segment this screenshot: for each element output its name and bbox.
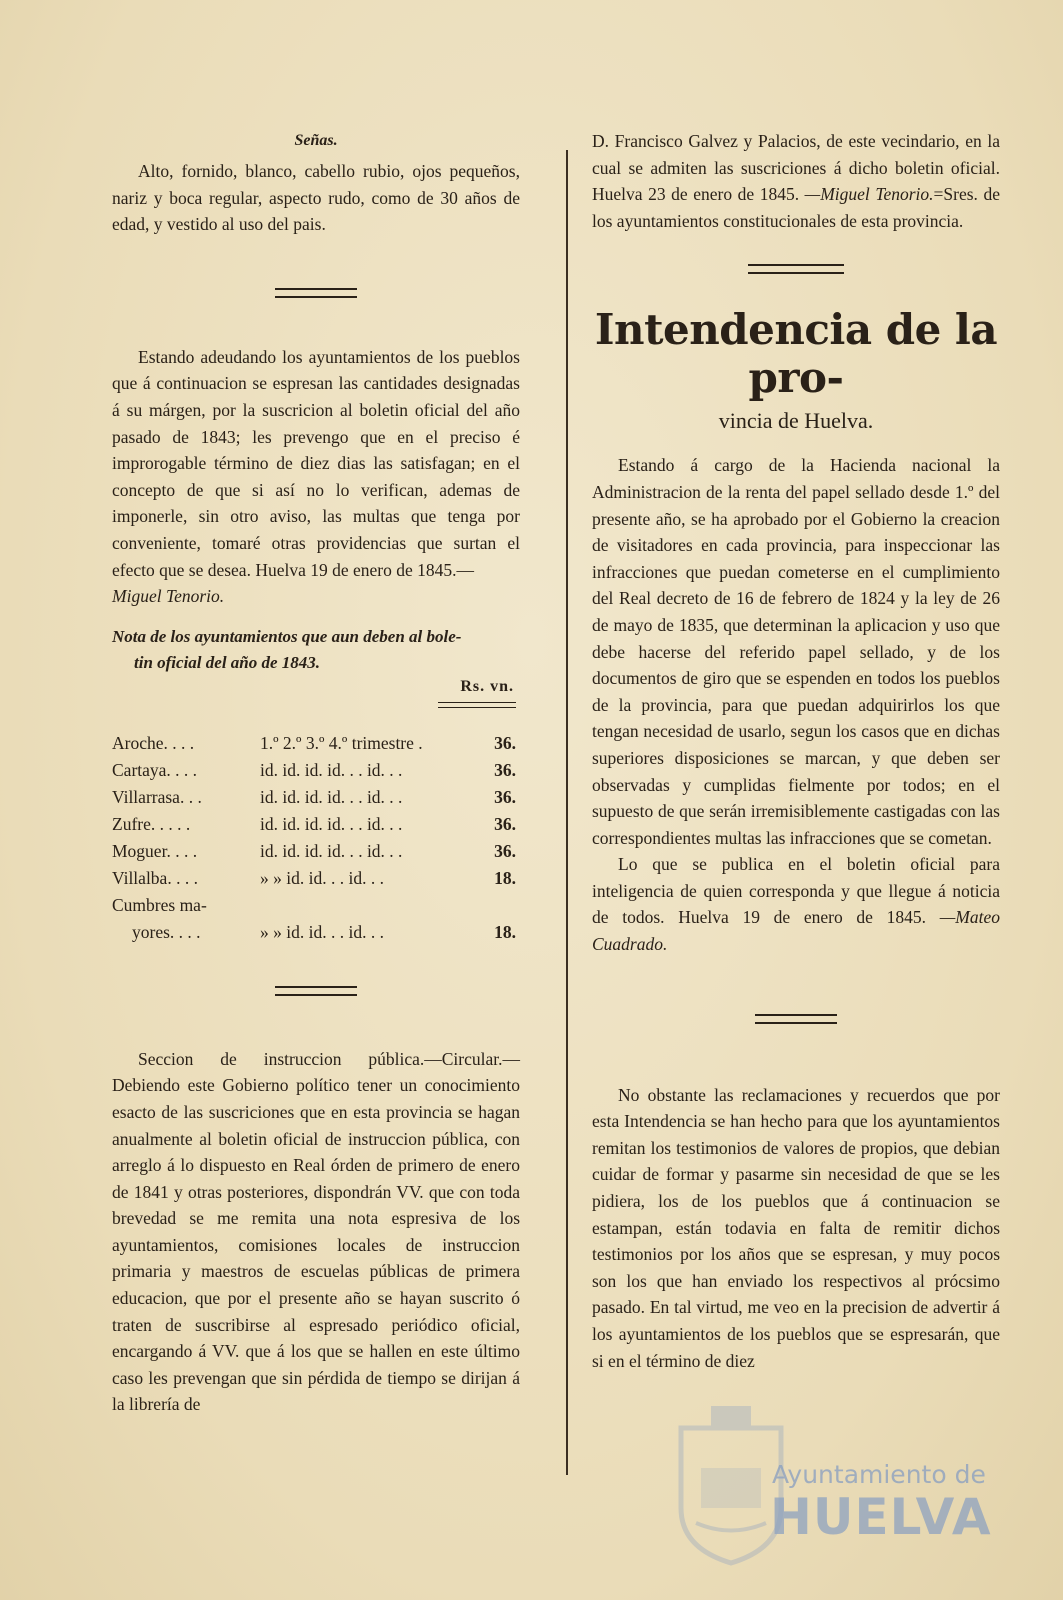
amount-cell: 36. [494,759,516,780]
amount-cell: 18. [494,921,516,942]
town-cell: yores. . . . [132,921,201,942]
continuation-paragraph [592,128,1000,234]
town-cell: Villarrasa. . . [112,786,202,807]
intendencia-paragraph: Estando á cargo de la Hacienda nacional la Administracion de la renta del papel sellado desde 1.º del presente año, se ha aprobado por el Gobierno la creacion de visitadores en cada provincia, para inspeccionar las infracciones que puedan cometerse en el cumplimiento del Real decreto de 16 de febrero de 1824 y la ley de 26 de mayo de 1835, que determinan la aplicacion y uso que debe hacerse del referido papel sellado, y de los documentos de giro que se espenden en todos los pueblos de la provincia, para que puedan adquirirlos los que tengan necesidad de usarlo, segun los casos que en dichas superiores disposiciones se marcan, y que deben ser observadas y cumplidas fielmente por todos; en el supuesto de que serán irremisiblemente castigadas con las correspondientes multas las infracciones que se cometan. [592,455,1000,848]
section-rule [275,986,357,996]
town-cell: Aroche. . . . [112,732,195,753]
amount-cell: 36. [494,786,516,807]
intendencia-signature: —Mateo Cuadrado. [592,907,1001,955]
period-cell: id. id. id. id. . . id. . . [260,759,403,780]
section-rule [275,288,357,298]
table-row [112,919,516,946]
table-row [112,784,516,811]
period-cell: 1.º 2.º 3.º 4.º trimestre . [260,732,423,753]
publication-text: Lo que se publica en el boletin oficial para inteligencia de quien corresponda y que llegue á noticia de todos. Huelva 19 de enero de 1845. [592,854,1000,928]
period-cell: » » id. id. . . id. . . [260,921,384,942]
town-cell: Cartaya. . . . [112,759,198,780]
amount-cell: 36. [494,732,516,753]
table-row [112,757,516,784]
notice1-text: Estando adeudando los ayuntamientos de los pueblos que á continuacion se espresan las cantidades designadas á su márgen, por la suscricion al boletin oficial del año pasado de 1843; les prevengo que en el preciso é improrogable término de diez dias las satisfagan; en el concepto de que si así no lo verifican, ademas de imponerle, sin otro aviso, las multas que tenga por conveniente, tomaré otras providencias que surtan el efecto que se desea. Huelva 19 de enero de 1845.— [112,346,520,580]
table-row [112,865,516,892]
obstante-paragraph: No obstante las reclamaciones y recuerdos que por esta Intendencia se han hecho para que los ayuntamientos remitan los testimonios de valores de propios, que debian cuidar de formar y pasarme sin necesidad de que se les pidiera, los de los pueblos que á continuacion se estampan, están todavia en falta de remitir dichos testimonios por los años que se espresan, y muy pocos son los que han enviado los respectivos al prócsimo pasado. En tal virtud, me veo en la precision de advertir á los ayuntamientos de los pueblos que se espresarán, que si en el término de diez [592,1084,1000,1371]
publication-paragraph [592,851,1000,957]
senas-heading: Señas. [294,132,338,149]
note-title-line2: tin oficial del año de 1843. [134,652,321,672]
period-cell: id. id. id. id. . . id. . . [260,840,403,861]
period-cell: » » id. id. . . id. . . [260,867,384,888]
continuation-signature: —Miguel Tenorio. [804,184,934,205]
right-column [592,128,1000,1374]
notice1-signature: Miguel Tenorio. [112,586,225,607]
left-column [112,128,520,1418]
section-rule [748,264,844,274]
amount-cell: 36. [494,840,516,861]
town-cell: Moguer. . . . [112,840,198,861]
senas-paragraph: Alto, fornido, blanco, cabello rubio, ojos pequeños, nariz y boca regular, aspecto rudo, como de 30 años de edad, y vestido al uso del pais. [112,161,520,235]
dues-table [112,730,516,946]
table-row [112,838,516,865]
notice1-paragraph [112,344,520,610]
intendencia-title: Intendencia de la pro- [594,305,998,403]
amount-cell: 36. [494,813,516,834]
period-cell: id. id. id. id. . . id. . . [260,786,403,807]
intendencia-subtitle: vincia de Huelva. [718,408,874,434]
period-cell [260,892,472,919]
town-cell: Villalba. . . . [112,867,198,888]
note-title-line1: Nota de los ayuntamientos que aun deben al bole- [112,626,462,646]
note-title [112,624,520,676]
continuation-text: D. Francisco Galvez y Palacios, de este vecindario, en la cual se admiten las suscriciones á dicho boletin oficial. Huelva 23 de enero de 1845. [592,131,1000,205]
continuation-closing: =Sres. de los ayuntamientos constitucionales de esta provincia. [592,184,1001,231]
section-rule [755,1014,837,1024]
period-cell: id. id. id. id. . . id. . . [260,813,403,834]
amount-cell: 18. [494,867,516,888]
table-row [112,730,516,757]
table-row [112,811,516,838]
rs-header: Rs. vn. [460,677,514,695]
circular-paragraph: Seccion de instruccion pública.—Circular.— Debiendo este Gobierno político tener un conocimiento esacto de las suscriciones que en esta provincia se hagan anualmente al boletin oficial de instruccion pública, con arreglo á lo dispuesto en Real órden de primero de enero de 1841 y otras posteriores, dispondrán VV. que con toda brevedad se me remita una nota espresiva de los ayuntamientos, comisiones locales de instruccion primaria y maestros de escuelas públicas de primera educacion, que por el presente año se hayan suscrito ó traten de suscribirse al espresado periódico oficial, encargando á VV. que á los que se hallen en este último caso les prevengan que sin pérdida de tiempo se dirijan á la librería de [112,1048,520,1415]
town-cell: Zufre. . . . . [112,813,191,834]
table-row [112,892,516,919]
watermark-line1: Ayuntamiento de [772,1460,986,1489]
column-divider [566,150,568,1475]
town-cell: Cumbres ma- [112,894,207,915]
rs-rule [438,702,516,708]
amount-cell [472,892,516,919]
watermark-line2: HUELVA [770,1488,992,1546]
